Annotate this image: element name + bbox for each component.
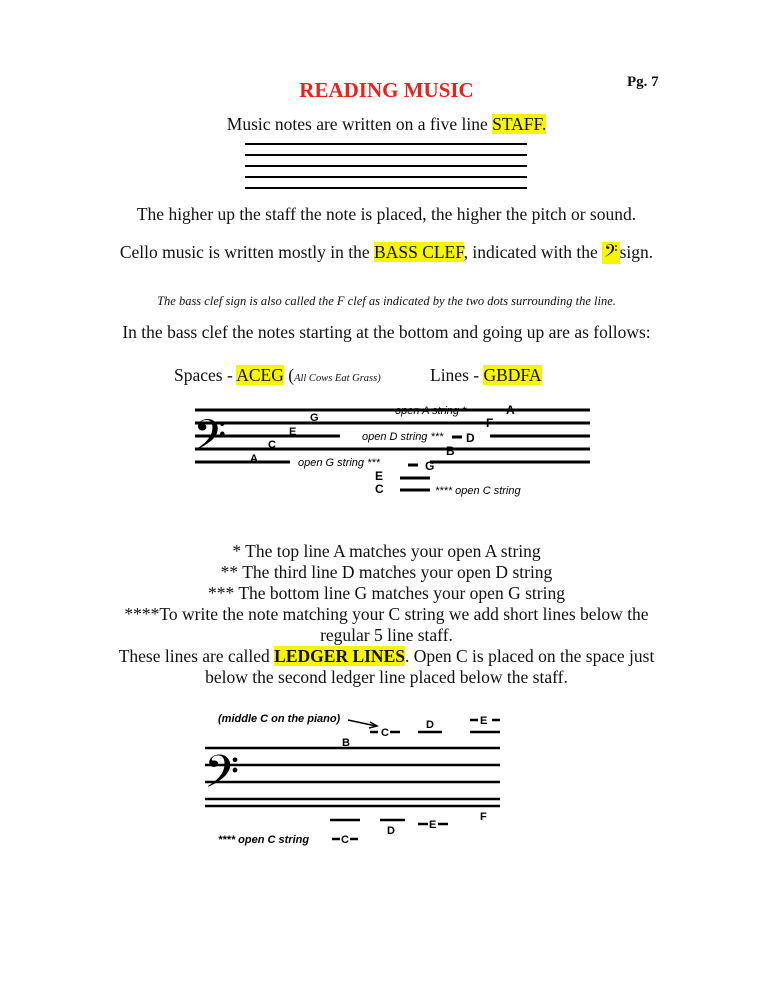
- page-number: Pg. 7: [627, 74, 659, 90]
- explanation-d: ** The third line D matches your open D string: [220, 562, 553, 582]
- middle-c-label: (middle C on the piano): [218, 713, 341, 725]
- open-c-label: **** open C string: [435, 485, 521, 497]
- spaces-label: Spaces -: [174, 365, 237, 385]
- bass-clef-icon: 𝄢: [193, 412, 227, 470]
- spaces-mnemonic: All Cows Eat Grass): [294, 373, 381, 384]
- f-clef-note: The bass clef sign is also called the F clef as indicated by the two dots surrounding the line.: [157, 294, 616, 308]
- note-d-top: D: [426, 719, 434, 731]
- explanation-a: * The top line A matches your open A string: [232, 541, 541, 561]
- spaces-line: [174, 365, 381, 386]
- note-e-top: E: [480, 715, 488, 727]
- bass-clef-sentence: [0, 242, 773, 264]
- ledger-lines-highlight: LEDGER LINES: [274, 646, 405, 666]
- note-f: F: [480, 811, 487, 823]
- spaces-value: ACEG: [236, 365, 284, 385]
- note-d: D: [466, 431, 475, 445]
- note-e-low: E: [429, 819, 437, 831]
- order-sentence: In the bass clef the notes starting at the bottom and going up are as follows:: [122, 322, 651, 342]
- bass-clef-icon: 𝄢: [604, 241, 618, 265]
- note-c-ledger: C: [375, 482, 384, 496]
- open-g-label: open G string ***: [298, 457, 380, 469]
- intro-line: [0, 114, 773, 135]
- bass-clef-pre: Cello music is written mostly in the: [119, 242, 375, 262]
- ledger-lines-sentence: [0, 646, 773, 667]
- explanation-c: ****To write the note matching your C string we add short lines below the: [124, 604, 649, 624]
- lines-label: Lines -: [430, 365, 484, 385]
- staff-highlight: STAFF.: [492, 114, 547, 134]
- note-b: B: [342, 737, 350, 749]
- five-line-staff: [245, 142, 530, 192]
- pitch-sentence: The higher up the staff the note is placed, the higher the pitch or sound.: [136, 204, 637, 224]
- note-e: E: [289, 426, 297, 438]
- note-a-low: A: [250, 453, 258, 465]
- bass-clef-mid: , indicated with the: [463, 242, 603, 262]
- ledger-lines-diagram: [200, 708, 520, 853]
- lines-value: GBDFA: [483, 365, 542, 385]
- spaces-mnemonic-open: (: [283, 365, 295, 385]
- bass-clef-highlight: BASS CLEF: [374, 242, 464, 262]
- ledger-pre: These lines are called: [118, 646, 275, 666]
- explanation-c-cont: regular 5 line staff.: [320, 625, 453, 645]
- open-a-label: open A string *: [395, 405, 467, 417]
- note-e-ledger: E: [375, 469, 384, 483]
- lines-line: [430, 365, 542, 386]
- bass-clef-post: sign.: [619, 242, 654, 262]
- note-g-low: G: [425, 459, 435, 473]
- bass-clef-icon: 𝄢: [204, 746, 240, 808]
- intro-text: Music notes are written on a five line: [226, 114, 493, 134]
- ledger-post: . Open C is placed on the space just: [404, 646, 655, 666]
- note-f: F: [486, 416, 494, 430]
- bass-clef-notes-diagram: [190, 400, 600, 500]
- note-c: C: [268, 439, 276, 451]
- page-title: READING MUSIC: [299, 78, 474, 102]
- explanation-g: *** The bottom line G matches your open G string: [208, 583, 565, 603]
- note-a-high: A: [506, 403, 515, 417]
- open-c-label: **** open C string: [218, 834, 310, 846]
- ledger-lines-sentence-cont: below the second ledger line placed below the staff.: [205, 667, 568, 687]
- note-g: G: [310, 412, 319, 424]
- note-c-top: C: [381, 727, 389, 739]
- note-c-low: C: [341, 834, 349, 846]
- note-b: B: [446, 444, 455, 458]
- note-d-low: D: [387, 825, 395, 837]
- open-d-label: open D string ***: [362, 431, 444, 443]
